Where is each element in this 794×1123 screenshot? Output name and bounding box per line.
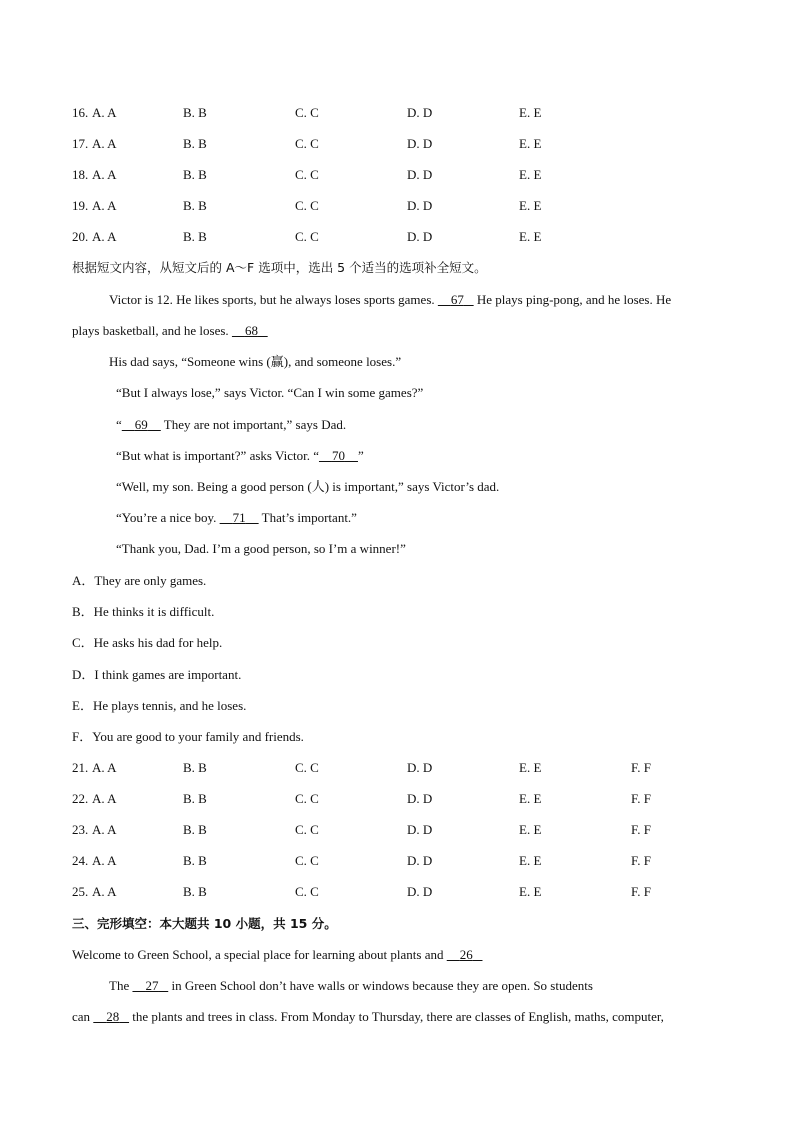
answer-option[interactable]: C. C — [295, 760, 319, 775]
answer-option[interactable]: B. B — [183, 198, 207, 213]
answer-option[interactable]: B. B — [183, 229, 207, 244]
passage-line-4: “But I always lose,” says Victor. “Can I win some games?” — [116, 385, 424, 400]
answer-option[interactable]: D. D — [407, 167, 433, 182]
choice-item: A．They are only games. — [72, 573, 207, 588]
cloze-line-1: Welcome to Green School, a special place for learning about plants and 26 — [72, 947, 482, 963]
answer-option[interactable]: E. E — [519, 760, 542, 775]
answer-option[interactable]: F. F — [631, 884, 651, 899]
answer-option[interactable]: D. D — [407, 853, 433, 868]
question-number: 22. — [72, 791, 89, 806]
answer-option[interactable]: E. E — [519, 136, 542, 151]
answer-option[interactable]: E. E — [519, 167, 542, 182]
answer-option[interactable]: D. D — [407, 198, 433, 213]
blank-68: 68 — [244, 323, 258, 338]
answer-option[interactable]: C. C — [295, 198, 319, 213]
answer-option[interactable]: F. F — [631, 822, 651, 837]
answer-option[interactable]: D. D — [407, 791, 433, 806]
blank-26: 26 — [459, 947, 473, 962]
blank-69: 69 — [134, 417, 148, 432]
answer-option[interactable]: C. C — [295, 853, 319, 868]
answer-option[interactable]: B. B — [183, 136, 207, 151]
choice-item: F．You are good to your family and friends. — [72, 729, 304, 744]
answer-option[interactable]: C. C — [295, 884, 319, 899]
answer-option[interactable]: E. E — [519, 822, 542, 837]
answer-option[interactable]: E. E — [519, 229, 542, 244]
answer-option[interactable]: A. A — [92, 884, 117, 899]
answer-option[interactable]: A. A — [92, 198, 117, 213]
answer-option[interactable]: A. A — [92, 822, 117, 837]
blank-27: 27 — [145, 978, 159, 993]
answer-option[interactable]: C. C — [295, 136, 319, 151]
answer-option[interactable]: C. C — [295, 229, 319, 244]
answer-option[interactable]: A. A — [92, 791, 117, 806]
blank-67: 67 — [450, 292, 464, 307]
choice-item: D．I think games are important. — [72, 666, 242, 682]
blank-70: 70 — [331, 448, 345, 463]
answer-option[interactable]: A. A — [92, 229, 117, 244]
passage-text: plays basketball, and he loses. — [72, 323, 229, 338]
answer-option[interactable]: D. D — [407, 229, 433, 244]
answer-option[interactable]: A. A — [92, 136, 117, 151]
answer-option[interactable]: C. C — [295, 791, 319, 806]
question-number: 16. — [72, 105, 89, 120]
answer-option[interactable]: D. D — [407, 105, 433, 120]
passage-line-7: “Well, my son. Being a good person (人) is important,” says Victor’s dad. — [116, 479, 500, 494]
answer-option[interactable]: F. F — [631, 760, 651, 775]
question-number: 20. — [72, 229, 89, 244]
answer-option[interactable]: A. A — [92, 105, 117, 120]
answer-option[interactable]: F. F — [631, 853, 651, 868]
passage-line-5: “ 69 They are not important,” says Dad. — [116, 417, 347, 432]
answer-option[interactable]: B. B — [183, 822, 207, 837]
passage-line-3: His dad says, “Someone wins (赢), and someone loses.” — [109, 354, 402, 369]
instruction-text: 根据短文内容，从短文后的 A～F 选项中，选出 5 个适当的选项补全短文。 — [72, 260, 487, 275]
choice-item: B．He thinks it is difficult. — [72, 604, 215, 620]
answer-option[interactable]: D. D — [407, 136, 433, 151]
answer-option[interactable]: C. C — [295, 822, 319, 837]
passage-text: Victor is 12. He likes sports, but he always loses sports games. — [109, 292, 435, 307]
answer-option[interactable]: E. E — [519, 884, 542, 899]
answer-option[interactable]: B. B — [183, 853, 207, 868]
question-number: 21. — [72, 760, 89, 775]
cloze-line-3: can 28 the plants and trees in class. From Monday to Thursday, there are classes of English, maths, computer, — [72, 1009, 664, 1024]
answer-option[interactable]: D. D — [407, 822, 433, 837]
answer-option[interactable]: E. E — [519, 198, 542, 213]
answer-option[interactable]: A. A — [92, 760, 117, 775]
answer-option[interactable]: B. B — [183, 884, 207, 899]
answer-option[interactable]: F. F — [631, 791, 651, 806]
choice-item: E．He plays tennis, and he loses. — [72, 697, 247, 713]
answer-option[interactable]: E. E — [519, 105, 542, 120]
blank-71: 71 — [232, 510, 246, 525]
passage-line-8: “You’re a nice boy. 71 That’s important.” — [116, 510, 357, 525]
question-number: 19. — [72, 198, 89, 213]
answer-option[interactable]: E. E — [519, 853, 542, 868]
choice-item: C．He asks his dad for help. — [72, 635, 223, 651]
answer-option[interactable]: E. E — [519, 791, 542, 806]
answer-option[interactable]: B. B — [183, 760, 207, 775]
answer-option[interactable]: B. B — [183, 791, 207, 806]
answer-option[interactable]: A. A — [92, 853, 117, 868]
answer-option[interactable]: D. D — [407, 760, 433, 775]
answer-option[interactable]: D. D — [407, 884, 433, 899]
passage-text: He plays ping-pong, and he loses. He — [476, 292, 672, 307]
question-number: 17. — [72, 136, 89, 151]
answer-option[interactable]: A. A — [92, 167, 117, 182]
answer-option[interactable]: C. C — [295, 105, 319, 120]
passage-line-9: “Thank you, Dad. I’m a good person, so I’m a winner!” — [116, 541, 406, 556]
answer-option[interactable]: C. C — [295, 167, 319, 182]
passage-line-1 — [109, 292, 671, 308]
question-number: 18. — [72, 167, 89, 182]
cloze-line-2: The 27 in Green School don’t have walls or windows because they are open. So students — [109, 978, 593, 993]
passage-line-6: “But what is important?” asks Victor. “ 70 ” — [116, 448, 364, 463]
question-number: 25. — [72, 884, 89, 899]
blank-28: 28 — [106, 1009, 120, 1024]
passage-line-2 — [72, 323, 268, 339]
section-3-title: 三、完形填空：本大题共 10 小题，共 15 分。 — [72, 916, 337, 931]
question-number: 24. — [72, 853, 89, 868]
answer-option[interactable]: B. B — [183, 167, 207, 182]
question-number: 23. — [72, 822, 89, 837]
answer-option[interactable]: B. B — [183, 105, 207, 120]
